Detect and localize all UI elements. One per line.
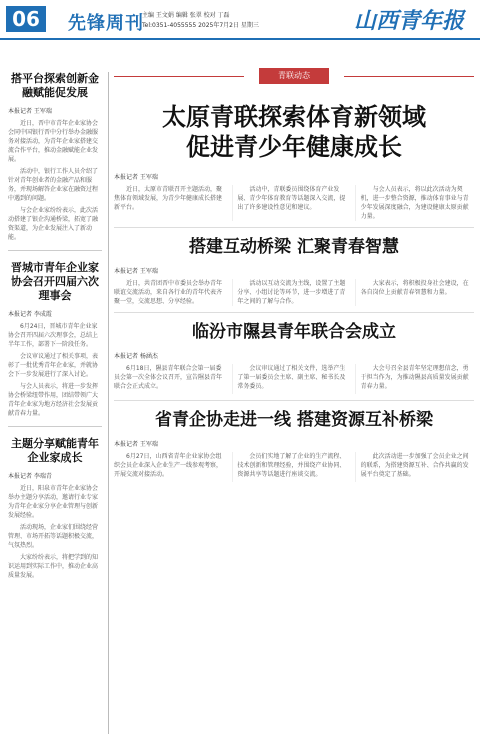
- lead-headline-line-2: 促进青少年健康成长: [186, 132, 402, 161]
- lead-headline: [114, 102, 474, 162]
- story-divider: [8, 250, 102, 251]
- paragraph: 6月24日，晋城市青年企业家协会召开四届六次理事会，总结上半年工作，部署下一阶段任务。: [8, 323, 99, 348]
- story-divider: [8, 426, 102, 427]
- paragraph: 近日，晋中市青年企业家协会会同中国银行晋中分行举办金融服务对接活动，为青年企业家搭建交流合作平台，推动金融赋能企业发展。: [8, 120, 99, 163]
- masthead: [0, 0, 480, 40]
- issue-date-line: Tel:0351-4055555 2025年7月2日 星期三: [142, 22, 259, 29]
- paragraph: 与会企业家纷纷表示，此次活动搭建了银企沟通桥梁，拓宽了融资渠道，为企业发展注入了新动能。: [8, 207, 99, 241]
- byline: 本报记者 王军瑞: [114, 174, 158, 181]
- paragraph: 大家表示，将积极投身社会建设，在各自岗位上贡献青春智慧和力量。: [360, 280, 469, 296]
- story-divider: [114, 400, 474, 401]
- paragraph: 会议审议通过了相关文件，选举产生了第一届委员会主席、副主席、秘书长及常务委员。: [237, 365, 346, 390]
- lead-headline-line-1: 太原青联探索体育新领域: [162, 102, 426, 131]
- paragraph: 近日，阳泉市青年企业家协会举办主题分享活动，邀请行业专家为青年企业家分享企业管理与创新发展经验。: [8, 485, 99, 519]
- sidebar-column: [8, 72, 102, 734]
- story-headline: 省青企协走进一线 搭建资源互补桥梁: [155, 410, 433, 430]
- section-tag-row: [114, 68, 474, 98]
- paragraph: 会议审议通过了相关事项，表彰了一批优秀青年企业家，并就协会下一步发展进行了深入讨论。: [8, 353, 99, 378]
- paragraph: 6月27日，山西省青年企业家协会组织会员企业深入企业生产一线参观考察，开展交流对接活动。: [114, 453, 223, 478]
- sidebar-story-1: [8, 72, 102, 242]
- story-divider: [114, 227, 474, 228]
- article-body: [114, 452, 474, 482]
- paragraph: 与会人员表示，将以此次活动为契机，进一步整合资源，推动体育事业与青少年发展深度融合，为建设健康太原贡献力量。: [360, 186, 469, 220]
- page-number: 06: [6, 6, 46, 32]
- section-tag: 青联动态: [259, 68, 329, 84]
- article-body: [114, 279, 474, 306]
- sidebar-story-title: 搭平台探索创新金融赋能促发展: [11, 72, 99, 99]
- newspaper-logo: 山西青年报: [353, 8, 464, 34]
- paragraph: 大家纷纷表示，将把学到的知识运用到实际工作中，推动企业高质量发展。: [8, 554, 99, 579]
- byline: 本报记者 王军瑞: [114, 441, 158, 448]
- byline: 本报记者 李成霞: [8, 311, 52, 318]
- article-body: [114, 364, 474, 394]
- byline: 本报记者 杨涵杰: [114, 353, 158, 360]
- paragraph: 活动以互动交流为主线，设置了主题分享、小组讨论等环节，进一步增进了青年之间的了解与合作。: [237, 280, 346, 305]
- paragraph: 近日，太原市青联召开主题活动，聚焦体育领域发展，为青少年健康成长搭建新平台。: [114, 186, 223, 211]
- story-2: [114, 236, 474, 306]
- byline: 本报记者 王军瑞: [8, 108, 52, 115]
- paragraph: 6月18日，隰县青年联合会第一届委员会第一次全体会议召开，宣告隰县青年联合会正式成立。: [114, 365, 223, 390]
- paragraph: 此次活动进一步加强了会员企业之间的联系，为搭建资源互补、合作共赢的发展平台奠定了基础。: [360, 453, 469, 478]
- column-divider: [108, 72, 109, 734]
- story-headline: 临汾市隰县青年联合会成立: [192, 322, 396, 342]
- sidebar-story-title: 主题分享赋能青年企业家成长: [11, 437, 99, 464]
- story-3: [114, 321, 474, 394]
- paragraph: 活动现场，企业家们围绕经营管理、市场开拓等话题积极交流，气氛热烈。: [8, 524, 99, 549]
- byline: 本报记者 李瑞青: [8, 473, 52, 480]
- paragraph: 与会人员表示，将进一步发挥协会桥梁纽带作用，团结带领广大青年企业家为地方经济社会发展贡献青春力量。: [8, 383, 99, 417]
- sidebar-story-2: [8, 261, 102, 418]
- lead-story: [114, 102, 474, 221]
- section-title: 先锋周刊: [68, 13, 144, 34]
- paragraph: 会员们实地了解了企业的生产流程、技术创新和管理经验，并围绕产业协同、资源共享等话题进行座谈交流。: [237, 453, 346, 478]
- story-4: [114, 409, 474, 482]
- editor-credits: 主编 王文娟 编辑 张翠 校对 丁磊: [142, 12, 230, 19]
- article-body: [114, 185, 474, 221]
- paragraph: 大会号召全县青年坚定理想信念，勇于担当作为，为推动隰县高质量发展贡献青春力量。: [360, 365, 469, 390]
- story-headline: 搭建互动桥梁 汇聚青春智慧: [189, 237, 399, 257]
- paragraph: 近日，共青团晋中市委员会举办青年联谊交流活动，来自各行业的青年代表齐聚一堂，交流思想、分享经验。: [114, 280, 223, 305]
- paragraph: 活动中，青联委员围绕体育产业发展、青少年体育教育等话题深入交流，提出了许多建设性意见和建议。: [237, 186, 346, 211]
- story-divider: [114, 312, 474, 313]
- sidebar-story-title: 晋城市青年企业家协会召开四届六次理事会: [11, 261, 99, 302]
- byline: 本报记者 王军瑞: [114, 268, 158, 275]
- paragraph: 活动中，银行工作人员介绍了针对青年创业者的金融产品和服务，并现场解答企业家在融资过程中遇到的问题。: [8, 168, 99, 202]
- main-column: [114, 44, 474, 734]
- sidebar-story-3: [8, 437, 102, 580]
